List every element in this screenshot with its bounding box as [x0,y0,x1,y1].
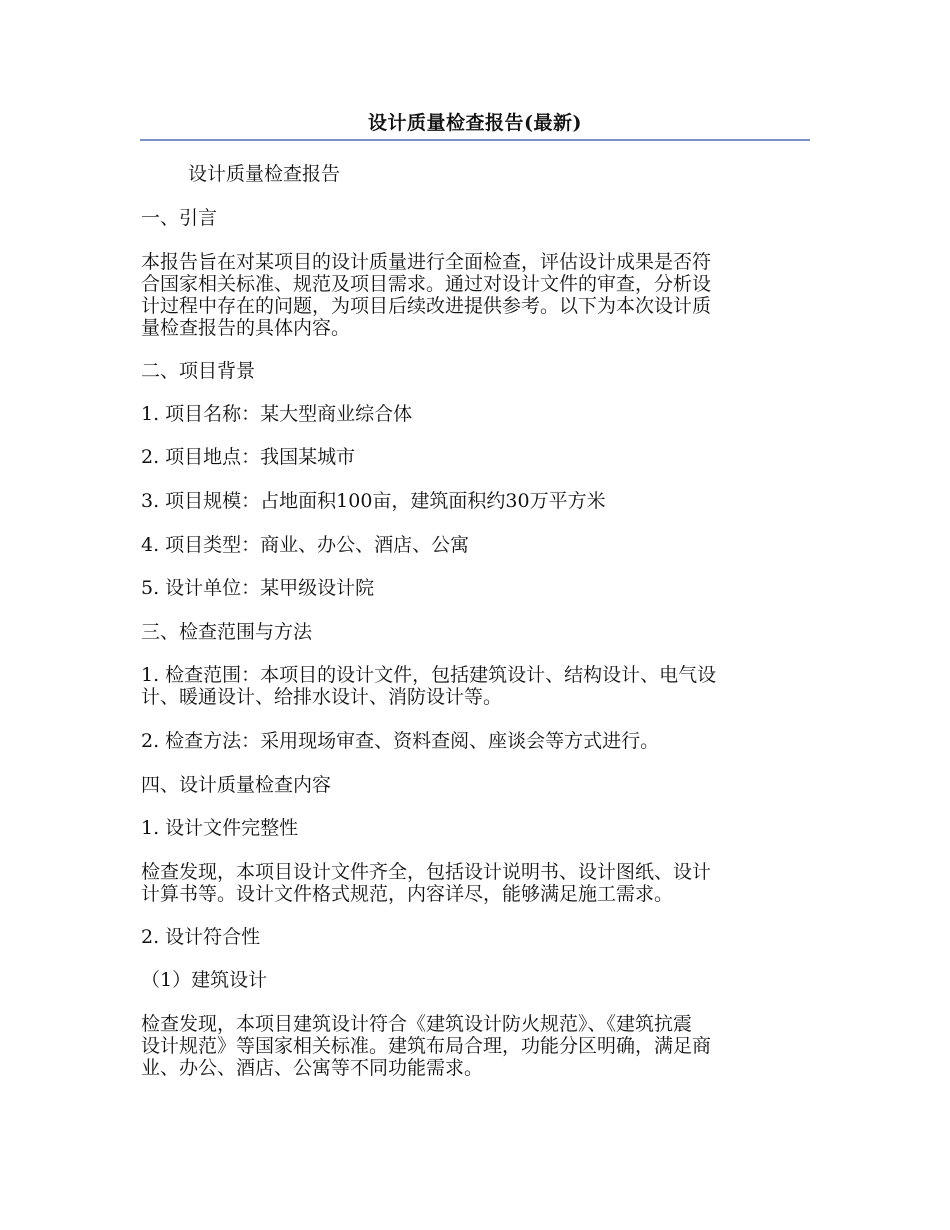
scope-item-2: 2. 检查方法：采用现场审查、资料查阅、座谈会等方式进行。 [141,730,660,752]
intro-heading: 一、引言 [141,207,218,229]
scope-item-1-line-1: 1. 检查范围：本项目的设计文件，包括建筑设计、结构设计、电气设 [141,664,717,686]
background-item-4: 4. 项目类型：商业、办公、酒店、公寓 [141,534,470,556]
background-item-5: 5. 设计单位：某甲级设计院 [141,577,375,599]
background-item-2: 2. 项目地点：我国某城市 [141,446,356,468]
intro-paragraph-line-4: 量检查报告的具体内容。 [141,317,351,339]
architecture-paragraph-line-3: 业、办公、酒店、公寓等不同功能需求。 [141,1057,484,1079]
architecture-paragraph-line-2: 设计规范》等国家相关标准。建筑布局合理，功能分区明确，满足商 [141,1035,712,1057]
background-item-1: 1. 项目名称：某大型商业综合体 [141,403,413,425]
scope-heading: 三、检查范围与方法 [141,621,313,643]
intro-paragraph-line-1: 本报告旨在对某项目的设计质量进行全面检查，评估设计成果是否符 [141,251,712,273]
document-title: 设计质量检查报告(最新) [368,112,582,134]
compliance-heading: 2. 设计符合性 [141,926,261,948]
scope-item-1-line-2: 计、暖通设计、给排水设计、消防设计等。 [141,686,503,708]
title-underline [140,139,810,141]
completeness-heading: 1. 设计文件完整性 [141,817,299,839]
background-heading: 二、项目背景 [141,360,256,382]
architecture-paragraph-line-1: 检查发现，本项目建筑设计符合《建筑设计防火规范》、《建筑抗震 [141,1013,693,1035]
completeness-paragraph-line-1: 检查发现，本项目设计文件齐全，包括设计说明书、设计图纸、设计 [141,861,712,883]
intro-paragraph-line-2: 合国家相关标准、规范及项目需求。通过对设计文件的审查，分析设 [141,273,712,295]
completeness-paragraph-line-2: 计算书等。设计文件格式规范，内容详尽，能够满足施工需求。 [141,883,674,905]
intro-paragraph-line-3: 计过程中存在的问题，为项目后续改进提供参考。以下为本次设计质 [141,295,712,317]
background-item-3: 3. 项目规模：占地面积100亩，建筑面积约30万平方米 [141,490,606,512]
content-heading: 四、设计质量检查内容 [141,774,332,796]
architecture-heading: （1）建筑设计 [141,969,268,991]
report-subtitle: 设计质量检查报告 [188,163,341,185]
